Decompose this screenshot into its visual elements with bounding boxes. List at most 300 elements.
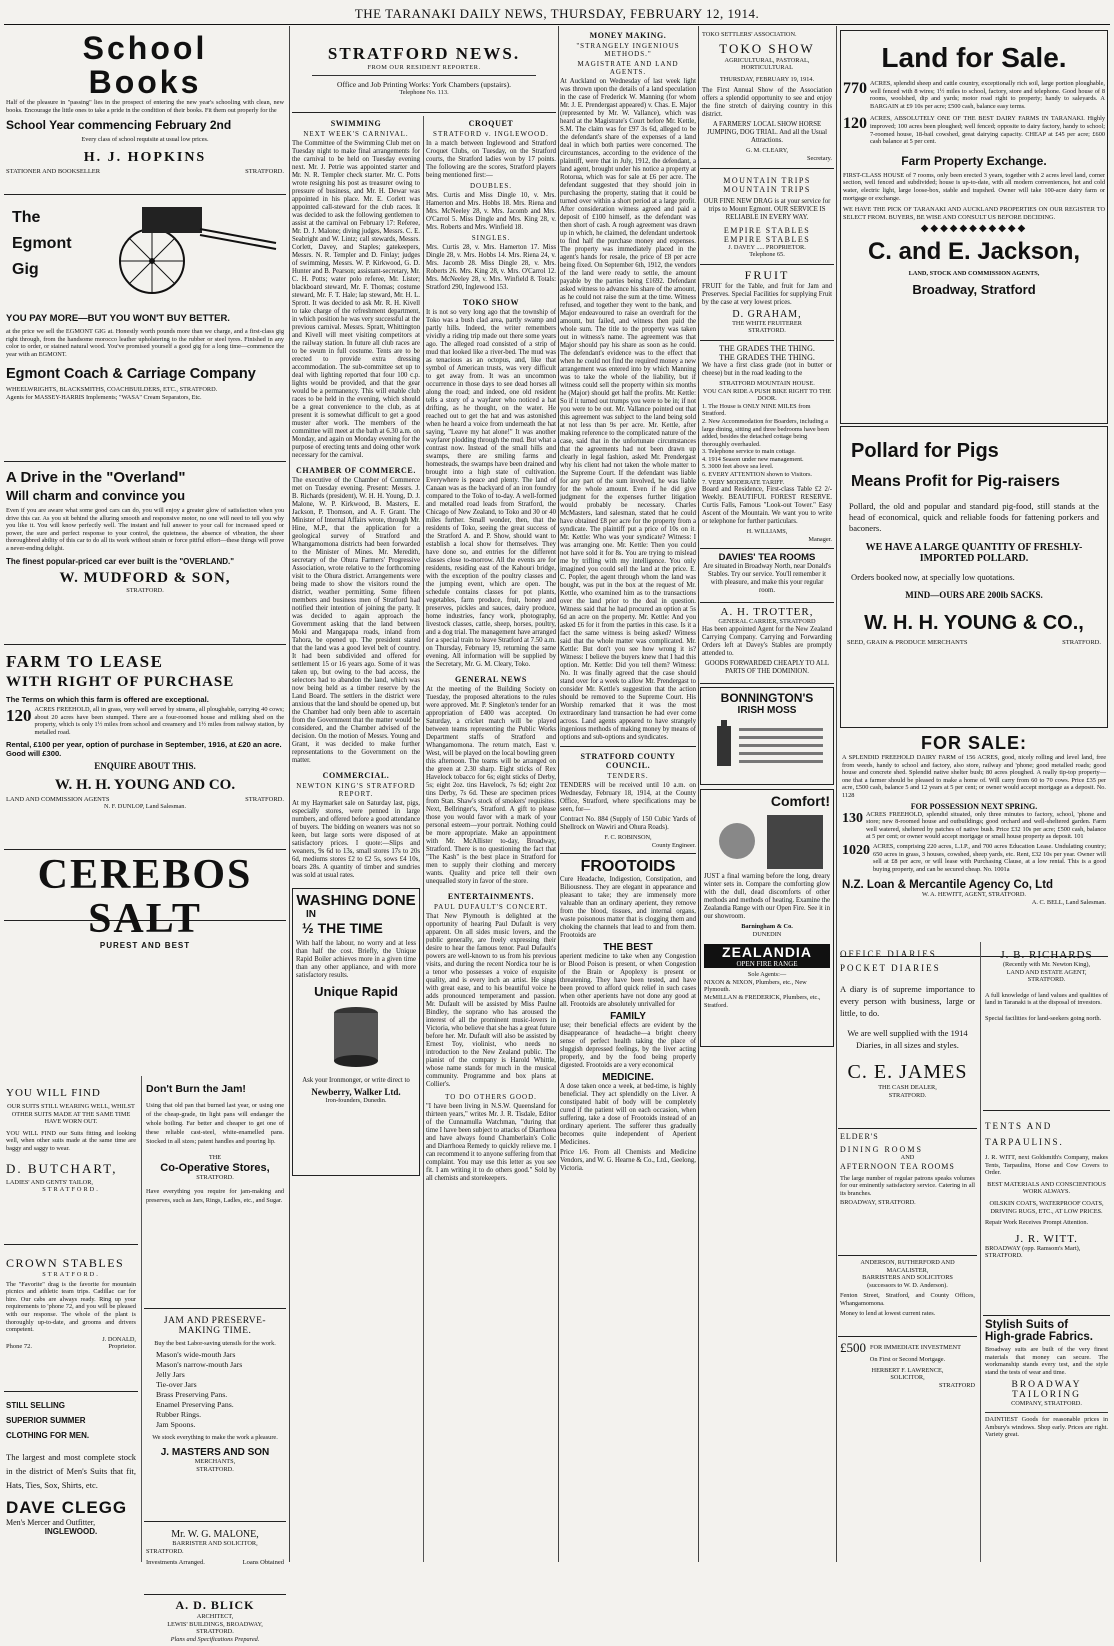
ad-body: BEST MATERIALS AND CONSCIENTIOUS WORK ALWAYS. [987, 1180, 1106, 1196]
ad-richards [983, 942, 1110, 1111]
ad-note: Investments Arranged. [146, 1559, 205, 1567]
section-office: Office and Job Printing Works: York Chambers (upstairs). [337, 79, 511, 89]
ad-subtitle: Will charm and convince you [6, 488, 186, 503]
ad-body: Ask your Ironmonger, or write direct to [302, 1077, 410, 1084]
column-4 [700, 28, 834, 1562]
ad-body: ACRES FREEHOLD, splendid situated, only three minutes to factory, school, 'phone and store; new 8-roomed house and outbuildings; good orchard and well-sheltered garden. Farm well watered, sheltered by patches of native bush. Price £32 10s per acre; £500 cash, balance at 5 per cent; or owner would accept mortgage or small house property as deposit. 101 [866, 810, 1106, 841]
ad-body: ACRES, comprising 220 acres, L.I.P., and 700 acres Education Lease. Undulating country; 650 acres in grass, 3 houses, cowshed, sheep yards, etc. Rent, £32 10s per year. Owner will sell at £8 per acre, or will lease with Purchasing Clause, at a low rental. This is a good buying property, and can be secured cheap. No. 1001a [873, 842, 1106, 873]
ad-name: J. MASTERS AND SON [160, 1447, 270, 1459]
ad-title-line: STILL SELLING [6, 1401, 65, 1410]
ad-title-line: EMPIRE STABLES [723, 234, 811, 244]
ad-school-books [4, 28, 286, 195]
column-1 [4, 28, 286, 1643]
notice-county-council [560, 746, 696, 849]
ad-name: H. WILLIAMS, [746, 528, 788, 536]
list-item: Brass Preserving Pans. [156, 1389, 228, 1399]
ad-title: FARM TO LEASE [6, 652, 164, 671]
list-item: 7. VERY MODERATE TARIFF. [702, 478, 785, 486]
ad-name: DAVE CLEGG [6, 1498, 128, 1517]
column-2-right [426, 116, 556, 1562]
ad-body: On First or Second Mortgage. [869, 1356, 946, 1363]
ad-body: ACRES, ABSOLUTELY ONE OF THE BEST DAIRY FARMS IN TARANAKI. Highly improved; 100 acres been ploughed; well fenced; opposite to dairy factory, handy to school; 7-roomed house, 18-bail cowshed, great dairying capacity. CHEAP at £45 per acre; £600 cash balance at 5 per cent. [870, 115, 1105, 146]
ad-body: Broadway suits are built of the very finest materials that money can secure. The workmanship stands every test, and the style stand the tests of wear and time. [985, 1346, 1108, 1376]
ad-body: Board and Residence, First-class Table £2 2/- Weekly. BEAUTIFUL FOREST RESERVE. Curtis Falls, Famous "Look-out Tower." Easy Ascent of the Mountain. We want you to write or telephone for further particulars. [702, 486, 832, 526]
ad-role: Secretary. [807, 154, 832, 162]
ad-role: LAND AND ESTATE AGENT, [1006, 968, 1087, 976]
ad-tagline: YOU PAY MORE—BUT YOU WON'T BUY BETTER. [6, 313, 230, 324]
article-subheading: PAUL DUFAULT'S CONCERT. [433, 903, 548, 911]
ad-agent: W. A. HEWITT, AGENT, STRATFORD. [922, 891, 1026, 899]
ad-anderson [838, 1256, 977, 1337]
column-divider [698, 26, 699, 1562]
ad-town: STRATFORD. [245, 167, 284, 175]
ad-diaries [838, 942, 977, 1129]
ad-town: Iron-founders, Dunedin. [325, 1097, 387, 1104]
article-subheading: TO DO OTHERS GOOD. [445, 1093, 537, 1101]
ad-house: STRATFORD MOUNTAIN HOUSE. [719, 379, 815, 387]
article-body: That New Plymouth is delighted at the opportunity of hearing Paul Dufault is very apparent. On all sides music lovers, and the public generally, are freely expressing their desire to hear the famous tenor. Paul Dufault's powers are well-known to us from his previous visits, and during the recent Nordica tour he is a tenor who possesses a voice of exquisite quality, and is every inch an artist. He sings with great ease, and to his beautiful voice he adds pronounced temperament and passion. Mr. Dufault will be assisted by Miss Paulne Bindley, the soprano who has aroused the interest of all the prominent music-lovers in Victoria, who believe that she has a great future before her. Mr. Dufault will also be assisted by Ernest Toy, violinist, who needs no introduction to the New Zealand public. The pianist of the company is Harold Whittle, whose name stands for much in the musical community. Programme and box plans at Collier's. [426, 913, 556, 1088]
ad-title-line: SUPERIOR SUMMER [6, 1416, 86, 1425]
ad-agent: NIXON & NIXON, Plumbers, etc., New Plymouth. [704, 978, 807, 994]
ad-body: We are well supplied with the 1914 Diaries, in all sizes and styles. [847, 1028, 968, 1050]
ad-acres: 130 [842, 810, 863, 826]
list-item: 3. Telephone service to main cottage. [702, 448, 796, 456]
ad-town: STRATFORD. [1062, 639, 1101, 646]
ad-date: THURSDAY, FEBRUARY 19, 1914. [719, 75, 815, 83]
ad-body: Cure Headache, Indigestion, Constipation, and Biliousness. They are elegant in appearance and pleasant to take; they are immensely more valuable than an ordinary aperient, they remove from the blood, tissues, and internal organs, waste poisonous matter that is clogging them and choking the channels that lead to and from them. Frootoids are [560, 876, 696, 940]
stratford-news-header [292, 28, 556, 113]
ad-product: Unique Rapid [314, 984, 398, 999]
column-1-left [4, 1076, 138, 1562]
ad-broadway-tailoring [983, 1316, 1110, 1444]
article-subheading: STRATFORD v. INGLEWOOD. [433, 130, 549, 138]
ad-note: Money to lend at lowest current rates. [840, 1309, 936, 1317]
ad-title: FRUIT [744, 267, 790, 282]
ad-name: J. B. RICHARDS [1000, 949, 1093, 961]
ad-agents: Agents for MASSEY-HARRIS Implements; "WASA" Cream Separators, Etc. [6, 393, 202, 401]
ad-trade: LAND AND COMMISSION AGENTS [6, 796, 110, 804]
ad-line: Every class of school requisite at usual low prices. [81, 136, 209, 144]
ad-subtitle: FOR POSSESSION NEXT SPRING. [910, 801, 1038, 811]
list-item: 5. 3000 feet above sea level. [702, 463, 774, 471]
ad-body: The "Favorite" drag is the favorite for mountain picnics and athletic team trips. Cadillac car for hire. Our cabs are always ready. Ring up your requirements to 'phone 72, and you will be pleased with our response. The whole of the plant is thoroughly up-to-date, and grooms and drivers competent. [6, 1280, 136, 1334]
gig-illustration [82, 199, 278, 295]
ad-title: CEREBOS SALT [37, 852, 253, 942]
ad-orders: Orders booked now, at specially low quotations. [851, 572, 1015, 582]
ad-name: A. H. TROTTER, [720, 606, 814, 619]
article-body: In a match between Inglewood and Stratford Croquet Clubs, on Tuesday, on the Stratford courts, the Stratford ladies won by 17 points. The following are the scores, Stratford players being mentioned first:— [426, 140, 556, 179]
list-item: 2. New Accommodation for Boarders, including a large dining, sitting and three bedrooms have been added, besides the detached cottage being thoroughly overhauled. [702, 417, 830, 448]
ad-body: FOR IMMEDIATE INVESTMENT [870, 1344, 961, 1352]
ad-town: DUNEDIN [752, 930, 782, 938]
list-item: Mason's narrow-mouth Jars [156, 1359, 243, 1369]
ad-name: ANDERSON, RUTHERFORD AND MACALISTER, [860, 1259, 955, 1274]
ad-town: STRATFORD. [146, 1547, 184, 1555]
ad-land-for-sale: Land for Sale. 770 ACRES, splendid sheep and cattle country, exceptionally rich soil, large portion ploughable, well fenced with 8 wires; 1½ miles to school, factory, store and telephone. Good house of 8 rooms, woolshed, dip and yards; motor road right to property; handy to saleyards. A BARGAIN at £9 10s per acre; £500 cash, balance easy terms. 120 ACRES, ABSOLUTELY ONE OF THE BEST DAIRY FARMS IN TARANAKI. Highly improved; 100 acres been ploughed; well fenced; opposite to dairy factory, handy to school; 7-roomed house, 18-bail cowshed, great dairying capacity. CHEAP at £45 per acre; £600 cash balance at 5 per cent. Farm Property Exchange. FIRST-CLASS HOUSE of 7 rooms, only been erected 3 years, together with 2 acres level land, corner section, well fenced and subdivided; house is up-to-date, with all modern conveniences, hot and cold water, electric light, large loose-box, stable and trapshed. Owner will take 100-acre dairy farm or mortgage or exchange. WE HAVE THE PICK OF TARANAKI AND AUCKLAND PROPERTIES ON OUR REGISTER TO SELECT FROM. BUYERS, BE WISE AND CONSULT US BEFORE DECIDING. ◆◆◆◆◆◆◆◆◆◆◆ C. and E. Jackson, LAND, STOCK AND COMMISSION AGENTS, Broadway, Stratford [840, 30, 1108, 424]
list-item: 1. The House is ONLY NINE MILES from Stratford. [702, 402, 811, 418]
ad-amount: £500 [840, 1340, 866, 1355]
ad-egmont-gig [4, 195, 286, 462]
ad-title: School Books [82, 30, 208, 100]
ad-title: JAM AND PRESERVE-MAKING TIME. [163, 1316, 267, 1336]
ad-title: TENTS AND TARPAULINS. [985, 1121, 1064, 1147]
ad-title: CROWN STABLES [6, 1256, 125, 1270]
ad-title-line: POCKET DIARIES [840, 963, 941, 973]
ad-trade: ARCHITECT, [196, 1613, 234, 1620]
boiler-illustration [326, 1003, 386, 1073]
ad-body: A SPLENDID FREEHOLD DAIRY FARM of 156 ACRES, good, nicely rolling and level land, free from weeds, handy to school and factory, also store, railway and 'phone; good metalled roads; good house and concrete shed. Splendid native shelter bush; 80 acres ploughed. A really tip-top property—one that a farmer should be pleased to make a home of. Will carry from 60 to 70 cows. Price £35 per acre, £500 cash, balance 5 and 12 years at 5 per cent; or owner would accept mortgage as a deposit. No. 1128 [842, 754, 1106, 799]
ad-town: STRATFORD. [888, 1091, 927, 1099]
ad-address: Broadway, Stratford [912, 281, 1036, 297]
ad-body: Even if you are aware what some good cars can do, you will enjoy a greater glow of satisfaction when you drive this car. As you sit behind the alluring smooth and responsive motor, no one will need to tell you why you like it. You will know perfectly well. The instant and full answer to your call for increased speed or power, the sure and perfect response to your control, the quietness, the absence of vibration, the sheer thoroughbred ability of this car to do all its work without strain or force pitiful effort—these things will prove a never-ending delight. [6, 507, 284, 552]
column-5 [838, 28, 1110, 1562]
ad-title: Pollard for Pigs [851, 440, 999, 462]
ad-trade: THE WHITE FRUITERER [732, 319, 802, 327]
ad-maker: Barningham & Co. [741, 923, 793, 931]
ad-title-line: ELDER'S [840, 1132, 879, 1141]
ad-trotter [700, 603, 834, 684]
ad-town: STRATFORD. [748, 327, 786, 335]
ad-successors: (Recently with Mr. Newton King), [1002, 961, 1091, 968]
ad-overland [4, 462, 286, 645]
notice-name: F. C. ROBINSON, [604, 834, 652, 841]
article-heading: CROQUET [468, 119, 514, 128]
ad-address: LEWIS' BUILDINGS, BROADWAY, [167, 1620, 263, 1628]
ad-note: MIND—OURS ARE 200lb SACKS. [905, 590, 1043, 600]
ad-note: Plans and Specifications Prepared. [170, 1635, 260, 1643]
ad-name: A. D. BLICK [175, 1598, 255, 1612]
ad-body: YOU WILL FIND our Suits fitting and looking well, when other suits made at the same time are baggy and saggy to wear. [6, 1129, 136, 1152]
ad-title-line: MOUNTAIN TRIPS [723, 184, 811, 194]
ad-body: use; their beneficial effects are evident by the disappearance of headache—a bright cheery sense of perfect health taking the place of sluggish depressed feelings, by the liver acting properly, and by the food being properly digested. Frootoids are a very economical [560, 1022, 696, 1070]
ad-farm-to-lease [4, 645, 286, 850]
ad-body: Half of the pleasure in "passing" lies in the prospect of entering the new year's schooling with clean, new books. Encourage the little ones to take a pride in the condition of their books. Fit them out properly for the [6, 99, 284, 114]
ad-bonnington [700, 687, 834, 785]
ad-trade: BARRISTER AND SOLICITOR, [172, 1540, 258, 1547]
ad-subtitle: Means Profit for Pig-raisers [851, 473, 1060, 490]
article-subheading: DOUBLES. [469, 182, 513, 190]
ad-body: OUR SUITS STILL WEARING WELL, WHILST OTHER SUITS MADE AT THE SAME TIME HAVE WORN OUT. [7, 1103, 135, 1126]
ad-town: BROADWAY, STRATFORD. [840, 1199, 916, 1207]
ad-trade: STATIONER AND BOOKSELLER [6, 167, 101, 175]
notice-subheading: TENDERS. [607, 772, 649, 780]
ad-toko-settlers [700, 28, 834, 169]
ad-product-line: OPEN FIRE RANGE [704, 960, 830, 968]
notice-body: TENDERS will be received until 10 a.m. on Wednesday, February 18, 1914, at the County Office, Stratford, where specifications may be seen, for— [560, 782, 696, 813]
ad-trade: SEED, GRAIN & PRODUCE MERCHANTS [847, 639, 968, 646]
ad-body: Using that old pan that burned last year, or using one of the cheap-grade, tin light pans will endanger the whole boiling. Far better and cheaper to get one of these reliable cast-steel, white-enamelled pans. Stocked in all sizes; patent handles and pouring lip. [146, 1102, 284, 1145]
list-item: Jelly Jars [156, 1369, 185, 1379]
list-item: Jam Spoons. [156, 1419, 196, 1429]
ad-witt [983, 1111, 1110, 1316]
article-subheading: MAGISTRATE AND LAND AGENTS. [577, 60, 679, 76]
ad-malone [144, 1522, 286, 1595]
column-5-lower [838, 942, 1110, 1562]
ad-elders [838, 1129, 977, 1256]
ad-town: STRATFORD. [1027, 976, 1066, 984]
ad-body: Special facilities for land-seekers going north. [985, 1014, 1102, 1022]
ad-title-line: CLOTHING FOR MEN. [6, 1431, 90, 1440]
ad-company: Egmont Coach & Carriage Company [6, 366, 256, 383]
ad-body: We stock everything to make the work a pleasure. [152, 1433, 278, 1441]
ad-blick [144, 1595, 286, 1646]
ad-enquire: ENQUIRE ABOUT THIS. [94, 761, 196, 772]
ad-body: Buy the best Labor-saving utensils for the work. [154, 1340, 276, 1347]
ad-successors: (successors to W. D. Anderson). [867, 1281, 948, 1289]
ad-body: FRUIT for the Table, and fruit for Jam and Preserves. Special Facilities for supplying Fruit by the case at very lowest prices. [702, 282, 832, 306]
article-body: At the meeting of the Building Society on Tuesday, the proposed alterations to the rules were approved. Mr. P. Singleton's tender for an appropriation of £400 was accepted. On Saturday, a cricket match will be played between teams representing the Public Works Department staffs of Stratford and Whangamomona. The return match, East v. West, will be played on the local bowling green this afternoon. The teams will be arranged on the green at 2.30 sharp. Eight sticks of Rex Havelock tobacco for 6s; eight sticks of Derby, 5s; eight 2oz. tins Havelock, 7s 6d; eight 2oz tins Derby, 7s 6d. These are specimen prices from Stan. Shaw's stock of smokers' requisites. Next, Bellringer's, Stratford. A gift to please those you would favor with a mark of your personal esteem—your portrait. Nothing could be more appropriate. Make an appointment with Mr. McAllister to-day, Broadway, Stratford. There is no questioning the fact that "The Kash" is the best place in Stratford for men to supply their clothing and mercery wants. Quality and price tell their own unequalled story in favor of the store. [426, 686, 556, 885]
ad-pollard [840, 426, 1108, 728]
ad-role: Manager. [808, 535, 832, 543]
ad-body: JUST a final warning before the long, dreary winter sets in. Compare the comforting glow with the dull, dead discomforts of other methods and methods of heating. Examine the Zealandia Range with our Open Fire. See it in our showroom. [704, 873, 830, 921]
ad-acres: 1020 [842, 842, 870, 858]
ad-article: THE [208, 1154, 222, 1161]
column-divider [836, 26, 837, 1562]
ad-company: COMPANY, STRATFORD. [1011, 1400, 1082, 1408]
ad-subtitle: School Year commencing February 2nd [6, 118, 232, 133]
ad-name: C. E. JAMES [847, 1061, 968, 1083]
ad-title-line: High-grade Fabrics. [985, 1331, 1093, 1343]
ad-tagline: The finest popular-priced car ever built is the "OVERLAND." [6, 556, 235, 566]
ad-salesman: A. C. BELL, Land Salesman. [1031, 898, 1106, 906]
ad-title-line: IN [306, 909, 316, 920]
ad-title: Comfort! [770, 793, 830, 810]
list-item: Rubber Rings. [156, 1409, 202, 1419]
ad-davies [700, 549, 834, 603]
ad-name: W. H. H. YOUNG AND CO. [54, 777, 236, 794]
ad-product: ZEALANDIA [704, 944, 830, 960]
ad-body: at the price we sell the EGMONT GIG at. Honestly worth pounds more than we charge, and a first-class gig right through, from the handsome morocco leather upholstering to the rubber or steel tyres. Finished in any color to order, or stained natural wood. You've promised yourself a good gig for a long time—commence the year with an EGMONT. [6, 328, 284, 358]
article-body: At my Haymarket sale on Saturday last, pigs, especially stores, were penned in large numbers, and offered before a good attendance of buyers. The bidding on weaners was not so keen, but large sorts were disposed of at satisfactory prices. I quote:—Slips and weaners, 9s 6d to 13s, small stores 17s to 20s 6d, mediums stores £2 to £2 5s, sows £4 10s, boars 28s. A quantity of timber and sundries was sold at usual rates. [292, 800, 420, 879]
ad-name: Mr. W. G. MALONE, [171, 1529, 259, 1540]
ad-title-line: OFFICE DIARIES [840, 949, 937, 959]
list-item: Tie-over Jars [156, 1379, 197, 1389]
ad-lawrence [838, 1337, 977, 1392]
ad-town: STRATFORD. [245, 796, 284, 804]
ad-note: Loans Obtained [242, 1559, 284, 1567]
ad-body: Has been appointed Agent for the New Zealand Carrying Company. Carrying and Forwarding Orders left at Davey's Stables are promptly attended to. [702, 626, 832, 658]
column-divider [980, 942, 981, 1562]
ad-mountain-trips [700, 169, 834, 265]
article-heading: TOKO SHOW [462, 298, 520, 307]
ad-trade: BARRISTERS AND SOLICITORS [862, 1274, 953, 1282]
ad-address: Fenton Street, Stratford, and County Offices, Whangamomona. [840, 1292, 975, 1307]
ad-trade: MERCHANTS, [194, 1458, 236, 1466]
ad-body: We have a first class grade (not in butter or cheese) but in the road leading to the [702, 361, 832, 377]
ad-highlight: WE HAVE A LARGE QUANTITY OF FRESHLY-IMPORTED POLLARD. [865, 542, 1083, 564]
ad-trade: GENERAL CARRIER, STRATFORD [718, 618, 816, 626]
ad-title: DAVIES' TEA ROOMS [718, 552, 816, 564]
ad-title: WASHING DONE [296, 892, 416, 909]
article-heading: CHAMBER OF COMMERCE. [296, 466, 416, 475]
ad-trade: Men's Mercer and Outfitter, [6, 1518, 96, 1527]
article-body: The Committee of the Swimming Club met on Tuesday night to make final arrangements for the carnival to be held on Tuesday evening next. Mr. J. Petrie was appointed starter and Mr. N. R. Templer check starter. Mr. C. Potts wrote resigning his post as treasurer owing to pressure of business, and Mr. H. Dewar was appointed in his place. Mr. E. Corlett was appointed call-steward for the club races. It was decided to ask the following gentlemen to assist at the carnival on February 17: Referee, Mr. D. J. Malone; diving judges, Messrs. C. E. Seabright and W. Lintz; call stewards, Messrs. Corlett, Davey, and Staples; gatekeepers, Messrs. N. R. Templer and D. Finlay; judges of swimming, Messrs. W. P. Kirkwood, G. D. Hunter and B. Pearson; assistant-secretary, Mr. C. H. Potts; water polo referee, Mr. Lister; blackboard steward, Mr. F. Thomas; costume steward, Mr. F. T. Hale; lap steward, Mr. H. L. Sprott. It was decided to ask Mr. R. H. Kivell to take charge of the refreshment department, in which position he was very successful at the previous carnival. Messrs. Spratt, Whittington and Kivell will meet visiting competitors at the railway station. In future all club races are to be swum in full costume. Tents are to be erected to provide extra dressing accommodation. The sub-committee set up to deal with lighting reported that four 100 c.p. lights would be provided, and that the gear would be a permanency. This will enable club races to be held in the evening, which should be a great convenience to the club, as at present it is somewhat difficult to get a good muster after work. The members of the committee will meet at the bath at 6.30 a.m. on Monday, and again on Monday evening for the purpose of erecting tents and doing other work necessary for the carnival. [292, 140, 420, 459]
ad-fruit [700, 265, 834, 341]
column-2-left [292, 116, 420, 1562]
ad-title: FROOTOIDS [580, 858, 676, 876]
ad-push: YOU CAN RIDE A PUSH BIKE RIGHT TO THE DOOR. [702, 387, 832, 403]
ad-body: DAINTIEST Goods for reasonable prices in Ambury's windows. Shop early. Prices are right. Variety great. [985, 1412, 1108, 1439]
article-subheading: "STRANGELY INGENIOUS METHODS." [576, 42, 680, 58]
ad-proprietor: J. DAVEY ..... PROPRIETOR. [728, 243, 806, 251]
ad-trade: LAND, STOCK AND COMMISSION AGENTS, [908, 270, 1040, 278]
ad-body: FIRST-CLASS HOUSE of 7 rooms, only been erected 3 years, together with 2 acres level land, corner section, well fenced and subdivided; house is up-to-date, with all modern conveniences, hot and cold water, electric light, large loose-box, stable and trapshed. Owner will take 100-acre dairy farm or mortgage or exchange. [843, 171, 1105, 202]
list-item: 6. EVERY ATTENTION shown to Visitors. [702, 471, 812, 479]
notice-heading: STRATFORD COUNTY COUNCIL. [580, 752, 676, 770]
column-divider [141, 1076, 142, 1562]
column-divider [558, 26, 559, 1562]
ad-trades: WHEELWRIGHTS, BLACKSMITHS, COACHBUILDERS, ETC., STRATFORD. [6, 386, 218, 394]
article-body: Mrs. Curtis and Miss Dingle 10, v. Mrs. Hamerton and Mrs. Hobbs 18. Mrs. Riena and Mrs. McNeeley 28, v. Mrs. Jacomb and Mrs. O'Carrol 5. Miss Dingle and Mrs. King 28, v. Mrs. Roberts and Mrs. Winfield 18. [426, 192, 556, 231]
article-subheading: NEXT WEEK'S CARNIVAL. [303, 130, 409, 138]
ad-body: OUR FINE NEW DRAG is at your service for trips to Mount Egmont. OUR SERVICE IS RELIABLE IN EVERY WAY. [703, 197, 831, 221]
section-title: STRATFORD NEWS. [327, 44, 521, 63]
ad-title: Don't Burn the Jam! [146, 1083, 246, 1095]
ad-masters [144, 1309, 286, 1522]
ad-name: D. BUTCHART, [6, 1160, 118, 1176]
ad-name: W. H. H. YOUNG & CO., [864, 612, 1084, 634]
ad-title-line: AFTERNOON TEA ROOMS [840, 1161, 955, 1171]
ad-town: INGLEWOOD. [44, 1527, 98, 1536]
list-item: Mason's wide-mouth Jars [156, 1349, 236, 1359]
ad-title-line: THE GRADES THE THING. [719, 352, 815, 362]
ad-price: Price 1/6. From all Chemists and Medicine Vendors, and W. G. Hearne & Co., Ltd., Geelong, Victoria. [560, 1149, 696, 1173]
ad-mountain-house [700, 341, 834, 550]
ad-body: A FARMERS' LOCAL SHOW HORSE JUMPING, DOG TRIAL. And all the Usual Attractions. [707, 121, 827, 145]
ad-title-line: AND [900, 1154, 915, 1161]
ad-zealandia-range [700, 789, 834, 1047]
ad-town: STRATFORD. [42, 1186, 100, 1194]
ad-body: The large number of regular patrons speaks volumes for our eminently satisfactory service. Catering in all its branches. [840, 1174, 975, 1197]
ad-frootoids [560, 853, 696, 1173]
masthead: THE TARANAKI DAILY NEWS, THURSDAY, FEBRUARY 12, 1914. [354, 6, 760, 21]
ad-body: Repair Work Receives Prompt Attention. [985, 1219, 1089, 1227]
ad-role: THE CASH DEALER, [878, 1084, 937, 1091]
ad-company: N.Z. Loan & Mercantile Agency Co, Ltd [842, 879, 1054, 892]
ad-title-line: ½ THE TIME [302, 920, 383, 936]
column-1-right [144, 1076, 286, 1643]
column-5-left [838, 942, 977, 1562]
ad-body: OILSKIN COATS, WATERPROOF COATS, DRIVING RUGS, ETC., AT LOW PRICES. [989, 1199, 1104, 1215]
ad-body: Are situated in Broadway North, near Donald's Stables. Try our service. You'll remember it with pleasure, and make this your regular room. [703, 563, 831, 595]
ad-heading: FAMILY [610, 1011, 646, 1023]
ad-town: STRATFORD. [42, 1271, 100, 1278]
ad-address: BROADWAY (opp. Ramsom's Mart), STRATFORD. [985, 1244, 1081, 1260]
ad-crown-stables [4, 1245, 138, 1392]
ad-body: Have everything you require for jam-making and preserves, such as Jars, Rings, Ladles, etc., and Sugar. [146, 1188, 284, 1205]
ad-town: STRATFORD. [196, 1465, 234, 1473]
ad-agents: Sole Agents:— [747, 971, 787, 979]
ad-trade: LADIES' AND GENTS' TAILOR, [6, 1178, 94, 1186]
ad-body: A dose taken once a week, at bed-time, is highly beneficial. They act splendidly on the Liver. A constipated habit of body will be completely cured if the patient will on each occasion, when suffering, take a dose of Frootoids instead of an ordinary aperient. The sufferer thus gradually becomes quite independent of Aperient Medicines. [560, 1083, 696, 1147]
ad-washing-done [292, 888, 420, 1176]
ad-maker: Newberry, Walker Ltd. [311, 1087, 401, 1097]
notice-role: County Engineer. [651, 841, 696, 849]
ad-body: ACRES FREEHOLD, all in grass, very well served by streams, all ploughable, carrying 40 cows; about 20 acres have been stumped. There are a four-roomed house and milking shed on the property, which is only 1½ miles from school and creamery and 1½ miles from railway station, by metalled road. [34, 706, 284, 736]
ad-telephone: Telephone 65. [749, 251, 785, 259]
ad-name: J. DONALD, [102, 1335, 136, 1343]
ad-title: TOKO SHOW [719, 40, 815, 56]
ad-salesman: N. F. DUNLOP, Land Salesman. [103, 803, 187, 811]
ad-heading: MEDICINE. [602, 1072, 654, 1084]
ad-title-line: MOUNTAIN TRIPS [723, 175, 811, 185]
column-3 [560, 28, 696, 1562]
ad-role: SOLICITOR, [890, 1374, 925, 1382]
ad-name: BROADWAY TAILORING [1011, 1380, 1082, 1401]
article-heading: COMMERCIAL. [322, 771, 390, 780]
ad-name: H. J. HOPKINS [83, 149, 207, 165]
ad-body: ACRES, splendid sheep and cattle country, exceptionally rich soil, large portion ploughable, well fenced with 8 wires; 1½ miles to school, factory, store and telephone. Good house of 8 rooms, woolshed, dip and yards; motor road right to property; handy to saleyards. A BARGAIN at £9 10s per acre; £500 cash, balance easy terms. [870, 80, 1105, 110]
section-telephone: Telephone No. 113. [399, 88, 449, 96]
list-item: Enamel Preserving Pans. [156, 1399, 234, 1409]
ad-name: J. R. WITT. [1015, 1232, 1078, 1245]
ad-title-line: THE GRADES THE THING. [719, 343, 815, 353]
ad-subtitle: WITH RIGHT OF PURCHASE [6, 674, 235, 690]
ad-subtitle: AGRICULTURAL, PASTORAL, HORTICULTURAL [724, 56, 810, 72]
ad-agent: McMILLAN & FREDERICK, Plumbers, etc., Stratford. [704, 994, 821, 1009]
article-body: Mrs. Curtis 28, v. Mrs. Hamerton 17. Miss Dingle 28, v. Mrs. Hobbs 14. Mrs. Riena 24, v. Mrs. Jacomb 28. Miss Dingle 28, v. Mrs. Roberts 26. Mrs. King 28, v. Mrs. O'Carrol 12. Mrs. McNeeley 28, v. Mrs. Winfield 8. Totals: Stratford 290, Inglewood 153. [426, 244, 556, 291]
ad-rent: Rental, £100 per year, option of purchase in September, 1916, at £20 an acre. Good will £300. [6, 740, 282, 759]
article-subheading: NEWTON KING'S STRATFORD REPORT. [296, 782, 416, 798]
bottle-illustration [707, 718, 827, 768]
article-heading: SWIMMING [330, 119, 382, 128]
ad-company: Co-Operative Stores, [160, 1161, 270, 1174]
ad-acres: 770 [843, 80, 867, 97]
ad-name: D. GRAHAM, [732, 308, 802, 320]
ad-town: STRATFORD. [196, 1628, 234, 1636]
ad-body: The First Annual Show of the Association offers a splendid opportunity to see and enjoy the fine stretch of dairying country in this district. [702, 87, 832, 119]
ad-butchart [4, 1076, 138, 1245]
column-5-right [983, 942, 1110, 1562]
ad-subtitle: Farm Property Exchange. [901, 153, 1047, 168]
article-body: At Auckland on Wednesday of last week light was thrown upon the details of a land speculation in the case of Frederick W. Manning (for whom Mr. J. E. Prendergast appeared) v. Chas. E. Major (represented by Mr. W. Vallance), which was heard at the Magistrate's Court before Mr. Kettle, S.M. The claim was for £97 3s 6d, alleged to be the defendant's share of the expenses of a land deal in which both parties were concerned. The circumstances, according to the evidence of the plaintiff, were that in July, 1912, the defendant, a land agent, brought under his notice a property at Rotorua, which was for sale at £6 per acre. The defendant suggested that they should join in purchasing the property, stating that it could be turned over within a short period at a large profit. After consideration witness agreed and paid a deposit of £100 himself, as the defendant was then short of cash. A rough agreement was drawn up in which, he claimed, the defendant undertook to find half the purchase money and expenses. The property was immediately placed in the agent's hands for resale, the price of £8 per acre being fixed. On September 6th, 1912, the vendors of the land were ready to settle, the amount payable by the parties being £1692. Defendant asked witness to advance his share of the amount, as he could not raise the sum at the time. Witness refused, and together they went to the bank, and Major endeavoured to raise an overdraft for the amount, but failed, and witness then paid the whole sum. The title to the property was taken out in witness's name. The agreement was that Major should pay his share as soon as he could. The defendant's evidence was to the effect that when he could not find the required money a new arrangement was entered into by which Manning was to take the whole of the liability, but if witness could sell the property within six months he (Major) should get half the profits. Mr. Kettle: So if it turned out trumps you were to be in; if not you were to be out. Mr. Vallance pointed out that this agreement was subject to the land being sold at not less than 9s per acre. Mr. Kettle, after making reference to the complicated nature of the case, said that in the unfortunate circumstances that the agreements had not been drawn up clearly in legal fashion, asked Mr. Prendergast why his client had not taken the whole matter to the Supreme Court. If the defendant was liable for any part of the sum involved, he was liable for the whole amount. Even if he did give judgment for the expenses further litigation would probably be necessary. Charles McMasters, land salesman, stated that he could have obtained £8 per acre for the property from a syndicate. The plaintiff put a price of 10s on it. Mr. Kettle: Who was your syndicate? Witness: I was arranging one. Mr. Kettle: Then you could not have sold it for 8s. You are trying to mislead me by trifling with my intelligence. You only imagined you could sell the land at the price. E. C. Popler, the agent through whom the land was bought, was put in the box at the request of Mr. Kettle, who examined him as to the transactions over the land prior to the deal in question. Witness said that he had procured an option at 5s 6d an acre on the property. Mr. Kettle: And you asked £6 for it from the parties in this case. Is it a fact the same witness is being asked? Witness said that the whole matter was complicated. Mr. Kettle: But don't you see how wrong it is? Witness: I believe the buyers knew that I had this option. Mr. Kettle: Did you tell them? Witness: No. It was finally agreed that the case should stand over for a week to allow Mr. Prendergast to consider Mr. Kettle's suggestion that the action should be removed to the Supreme Court. His Worship remarked that it was the most extraordinary land transaction he had ever come across. Land agents appeared to have strangely ingenious methods of making money by means of options and sub-options and syndicates. [560, 78, 696, 741]
ad-title: Land for Sale. [881, 42, 1067, 73]
article-subheading: SINGLES. [471, 234, 511, 242]
column-2 [292, 28, 556, 1562]
ad-role: Proprietor. [108, 1343, 136, 1351]
ad-dave-clegg [4, 1392, 138, 1539]
ad-title: YOU WILL FIND [6, 1087, 101, 1099]
ad-heading: THE BEST [603, 942, 653, 954]
ad-body: J. R. WITT, next Goldsmith's Company, makes Tents, Tarpaulins, Horse and Cow Covers to Order. [985, 1154, 1108, 1177]
ad-acres: 120 [843, 115, 867, 133]
ad-body: With half the labour, no worry and at less than half the cost. Briefly, the Unique Rapid Boiler achieves more in a given time than any other appliance, and with more satisfactory results. [296, 940, 416, 979]
ad-title-line: Egmont [12, 235, 72, 252]
ad-body: WE HAVE THE PICK OF TARANAKI AND AUCKLAND PROPERTIES ON OUR REGISTER TO SELECT FROM. BUYERS, BE WISE AND CONSULT US BEFORE DECIDING. [843, 206, 1105, 221]
ad-acres: 120 [6, 706, 32, 725]
article-heading: GENERAL NEWS [455, 675, 527, 684]
ad-town: STRATFORD [938, 1381, 975, 1389]
ad-subtitle: PUREST AND BEST [99, 941, 191, 950]
ad-body: A diary is of supreme importance to every person with business, large or little, to do. [840, 984, 975, 1018]
ad-body: The largest and most complete stock in the district of Men's Suits that fit, Hats, Ties, Sox, Shirts, etc. [6, 1452, 136, 1490]
ad-title-line: The [12, 209, 41, 226]
ad-name: W. MUDFORD & SON, [59, 569, 231, 586]
ad-terms: The Terms on which this farm is offered are exceptional. [6, 695, 209, 704]
ad-title-line: Stylish Suits of [985, 1319, 1069, 1331]
ad-for-sale [840, 730, 1108, 957]
ad-subtitle: IRISH MOSS [737, 705, 797, 717]
article-body: "I have been living in N.S.W. Queensland for thirteen years," writes Mr. J. R. Tisdale, Editor of the Cunnamulla Watchman, "during that time I have been subject to attacks of Diarrhoea and have always found Chamberlain's Colic and Diarrhoea Remedy to quickly relieve me. I can recommend it to anyone suffering from that complaint. You may use this letter as you see fit. I am writing it to do others good." Sold by all chemists and storekeepers. [426, 1103, 556, 1182]
section-subtitle: FROM OUR RESIDENT REPORTER. [367, 64, 481, 71]
fireside-illustration [707, 811, 827, 871]
article-body: The executive of the Chamber of Commerce met on Tuesday evening. Present: Messrs. J. B. Richards (president), W. H. H. Young, D. J. Malone, W. P. Kirkwood, B. Masters, E. Jackson, P. Thomson, and A. F. Grant. The Minister of Internal Affairs wrote, through Mr. Hine, M.P., that the application for a geological survey of Stratford and Whangamomona districts had been forwarded to the Minister of Mines. Mr. Meredith, secretary of the Ohura Farmers' Progressive Association, wrote relative to the forthcoming visit to the Ohura district. Arrangements were being made to show the visitors round the district, weather permitting. Some fifteen members and business men of Stratford had notified their intention of joining the party. It was decided to again approach the Government asking that the land between Moki and Mangapapa roads, inland from Tahora, be opened up. The president stated that the land was a good level belt of country. It had been subdivided and offered for settlement 15 or 16 years ago. Some of it was taken up, but owing to the bad access, the selectors had to abandon the land, which was now being held as a timber reserve by the Land Board. The settlers in the district were anxious that the land should be opened up, but the Chamber had only been able to ascertain from the Government that the matter would be considered, and the Chamber advised of the decision. On the motion of Messrs. Young and Grant, it was decided to make further representations to the Government on the matter. [292, 477, 420, 764]
column-divider [289, 26, 290, 1562]
ad-name: G. M. CLEARY, [745, 147, 789, 155]
ad-phone: Phone 72. [6, 1343, 32, 1351]
ad-co-operative-stores [144, 1076, 286, 1309]
ad-association: TOKO SETTLERS' ASSOCIATION. [702, 31, 797, 38]
